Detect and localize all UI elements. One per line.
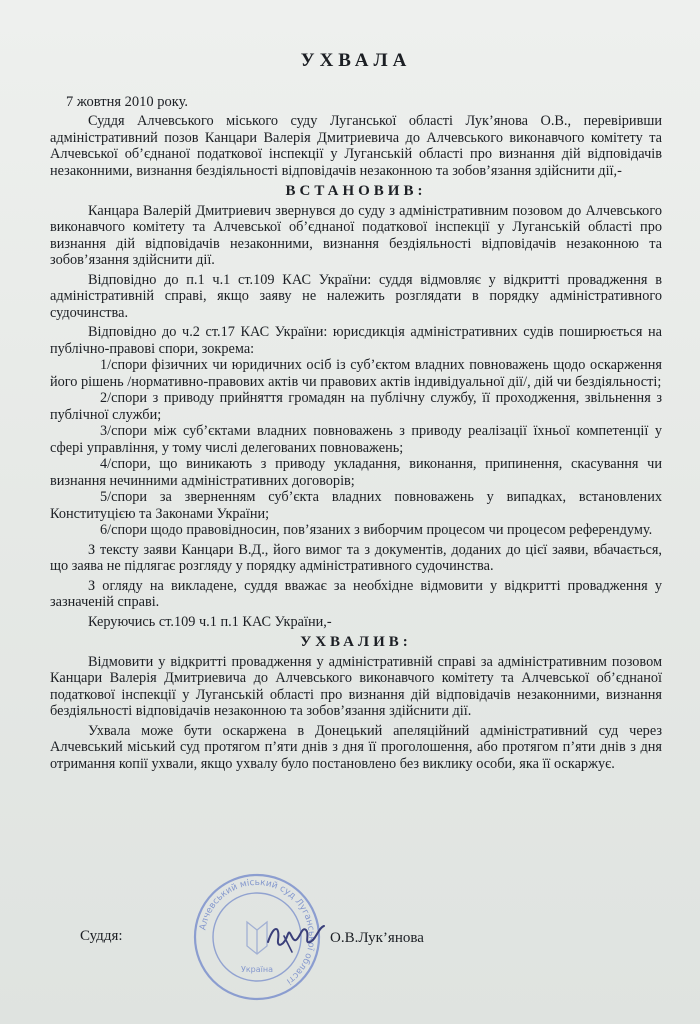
list-item: 2/спори з приводу прийняття громадян на публічну службу, її проходження, звільнення з публічної служби;: [50, 390, 662, 423]
appeal-paragraph: Ухвала може бути оскаржена в Донецький апеляційний адміністративний суд через Алчевський міський суд протягом п’яти днів з дня її проголошення, або протягом п’яти днів з дня отримання копії ухвали, якщо ухвалу було постановлено без виклику особи, яка її оскаржує.: [50, 722, 662, 772]
conclusion-paragraph: Керуючись ст.109 ч.1 п.1 КАС України,-: [88, 613, 332, 630]
established-paragraph: Канцара Валерій Дмитриевич звернувся до суду з адміністративним позовом до Алчевського виконавчого комітету та Алчевської об’єднаної податкової інспекції у Луганській області про визнання дій відповідачів незаконними, визнання бездіяльності відповідачів незаконною та зобов’язання здійснити дії.: [50, 202, 662, 268]
judge-name: О.В.Лук’янова: [330, 930, 424, 946]
intro-paragraph: Суддя Алчевського міського суду Луганської області Лук’янова О.В., перевіривши адміністративний позов Канцари Валерія Дмитриевича до Алчевського виконавчого комітету та Алчевської об’єднаної податкової інспекції у Луганській області про визнання дій відповідачів незаконними, визнання бездіяльності відповідачів незаконною та зобов’язання здійснити дії,-: [50, 113, 662, 179]
established-paragraph: Відповідно до п.1 ч.1 ст.109 КАС України: суддя відмовляє у відкритті провадження в адміністративній справі, якщо заяву не належить розглядати в порядку адміністративного судочинства.: [50, 271, 662, 321]
list-item: 1/спори фізичних чи юридичних осіб із суб’єктом владних повноважень щодо оскарження його рішень /нормативно-правових актів чи правових актів індивідуальної дії/, дій чи бездіяльності;: [50, 357, 662, 390]
established-paragraph: Відповідно до ч.2 ст.17 КАС України: юрисдикція адміністративних судів поширюється на публічно-правові спори, зокрема:: [50, 324, 662, 357]
stamp-text: Алчевський міський суд Луганської області: [198, 877, 317, 986]
list-item: 6/спори щодо правовідносин, пов’язаних з виборчим процесом чи процесом референдуму.: [100, 522, 653, 538]
document-title: УХВАЛА: [300, 50, 412, 71]
ruling-paragraph: Відмовити у відкритті провадження у адміністративній справі за адміністративним позовом Канцари Валерія Дмитриевича до Алчевського виконавчого комітету та Алчевської об’єднаної податкової інспекції у Луганській області про визнання дій відповідачів незаконними, визнання бездіяльності відповідачів незаконною та зобов’язання здійснити дії.: [50, 653, 662, 719]
heading-established: ВСТАНОВИВ:: [285, 183, 427, 199]
document-date: 7 жовтня 2010 року.: [66, 94, 189, 110]
heading-ruled: УХВАЛИВ:: [300, 634, 412, 650]
list-item: 3/спори між суб’єктами владних повноважень з приводу реалізації їхньої компетенції у сфері управління, у тому числі делегованих повноважень;: [50, 423, 662, 456]
signature-block: [80, 928, 500, 958]
signature-label: Суддя:: [80, 928, 123, 944]
conclusion-paragraph: З тексту заяви Канцари В.Д., його вимог та з документів, доданих до цієї заяви, вбачається, що заява не підлягає розгляду у порядку адміністративного судочинства.: [50, 541, 662, 574]
list-item: 4/спори, що виникають з приводу укладання, виконання, припинення, скасування чи визнання нечинними адміністративних договорів;: [50, 456, 662, 489]
list-item: 5/спори за зверненням суб’єкта владних повноважень у випадках, встановлених Конституцією та Законами України;: [50, 489, 662, 522]
stamp-country: Україна: [240, 965, 274, 974]
conclusion-paragraph: З огляду на викладене, суддя вважає за необхідне відмовити у відкритті провадження у зазначеній справі.: [50, 577, 662, 610]
